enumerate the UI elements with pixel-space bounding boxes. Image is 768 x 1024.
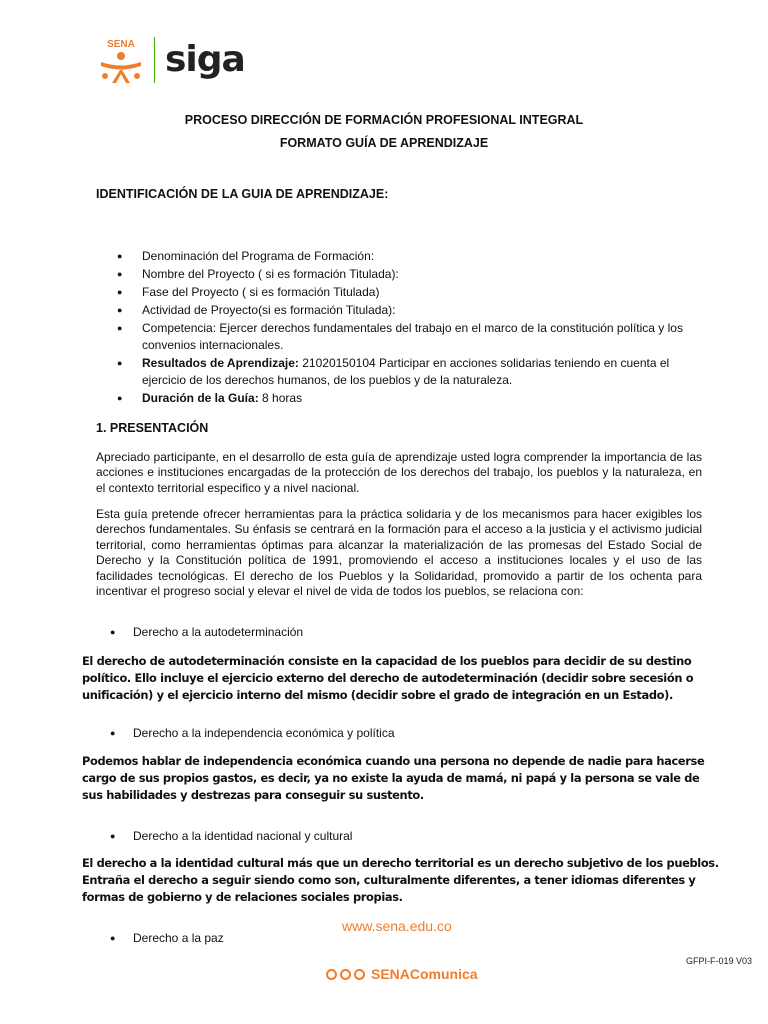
social-handle: SENAComunica [371,966,478,982]
noncommercial-icon [354,969,365,980]
document-subtitle: FORMATO GUÍA DE APRENDIZAJE [279,136,489,150]
presentation-paragraph: Apreciado participante, en el desarrollo de esta guía de aprendizaje usted logra comprender la importancia de las acciones e instituciones encargadas de la protección de los derechos del trabajo, los pueblos y la naturaleza, en el contexto territorial especifico y a nivel nacional. [96,450,702,495]
sena-logo-icon [96,36,146,84]
right-bullet: ● Derecho a la autodeterminación [110,625,304,639]
identification-heading: IDENTIFICACIÓN DE LA GUIA DE APRENDIZAJE: [96,187,389,201]
format-code: GFPI-F-019 V03 [685,956,752,966]
right-description: Podemos hablar de independencia económica cuando una persona no depende de nadie para hacerse cargo de sus propios gastos, es decir, ya no existe la ayuda de mamá, ni papá y la persona se vale de sus habilidades y destrezas para conseguir su sustento. [82,754,705,802]
creative-commons-icon [326,969,337,980]
list-item: ● Denominación del Programa de Formación: [96,248,696,265]
right-description: El derecho a la identidad cultural más que un derecho territorial es un derecho subjetivo de los pueblos. Entraña el derecho a seguir siendo como son, culturalmente diferentes, a tener idiomas diferentes y formas de gobierno y de relaciones sociales propias. [82,856,719,904]
sena-siga-logo [96,36,245,84]
right-bullet: ● Derecho a la paz [110,931,224,945]
attribution-icon [340,969,351,980]
list-item: ● Actividad de Proyecto(si es formación Titulada): [96,302,696,319]
siga-logo: siga [165,39,245,80]
list-item: ● Competencia: Ejercer derechos fundamentales del trabajo en el marco de la constitución política y los convenios internacionales. [96,320,696,354]
footer-social [326,966,478,982]
presentation-paragraph: Esta guía pretende ofrecer herramientas para la práctica solidaria y de los mecanismos para hacer exigibles los derechos fundamentales. Su énfasis se centrará en la formación para el acceso a la justicia y el activismo judicial territorial, como herramientas óptimas para alcanzar la materialización de las promesas del Estado Social de Derecho y la Constitución política de 1991, promoviendo el acceso a instituciones locales y el uso de las facilidades tecnológicas. El derecho de los Pueblos y la Solidaridad, promovido a partir de los ochenta para incentivar el progreso social y elevar el nivel de vida de todos los pueblos, se relaciona con: [96,507,702,599]
presentation-heading: 1. PRESENTACIÓN [96,421,209,435]
right-bullet: ● Derecho a la identidad nacional y cultural [110,829,353,843]
document-title: PROCESO DIRECCIÓN DE FORMACIÓN PROFESIONAL INTEGRAL [184,113,584,127]
right-description: El derecho de autodeterminación consiste en la capacidad de los pueblos para decidir de su destino político. Ello incluye el ejercicio externo del derecho de autodeterminación (decidir sobre secesión o unificación) y el ejercicio interno del mismo (decidir sobre el grado de integración en un Estado). [82,654,694,702]
identification-list [96,248,696,407]
svg-text:SENA: SENA [107,39,135,50]
footer-website: www.sena.edu.co [342,918,452,934]
right-bullet: ● Derecho a la independencia económica y política [110,726,395,740]
logo-divider [154,37,155,83]
list-item: ● Nombre del Proyecto ( si es formación Titulada): [96,266,696,283]
list-item: ● Duración de la Guía: 8 horas [96,390,696,407]
list-item: ● Fase del Proyecto ( si es formación Titulada) [96,284,696,301]
list-item: ● Resultados de Aprendizaje: 21020150104 Participar en acciones solidarias teniendo en cuenta el ejercicio de los derechos humanos, de los pueblos y de la naturaleza. [96,355,696,389]
